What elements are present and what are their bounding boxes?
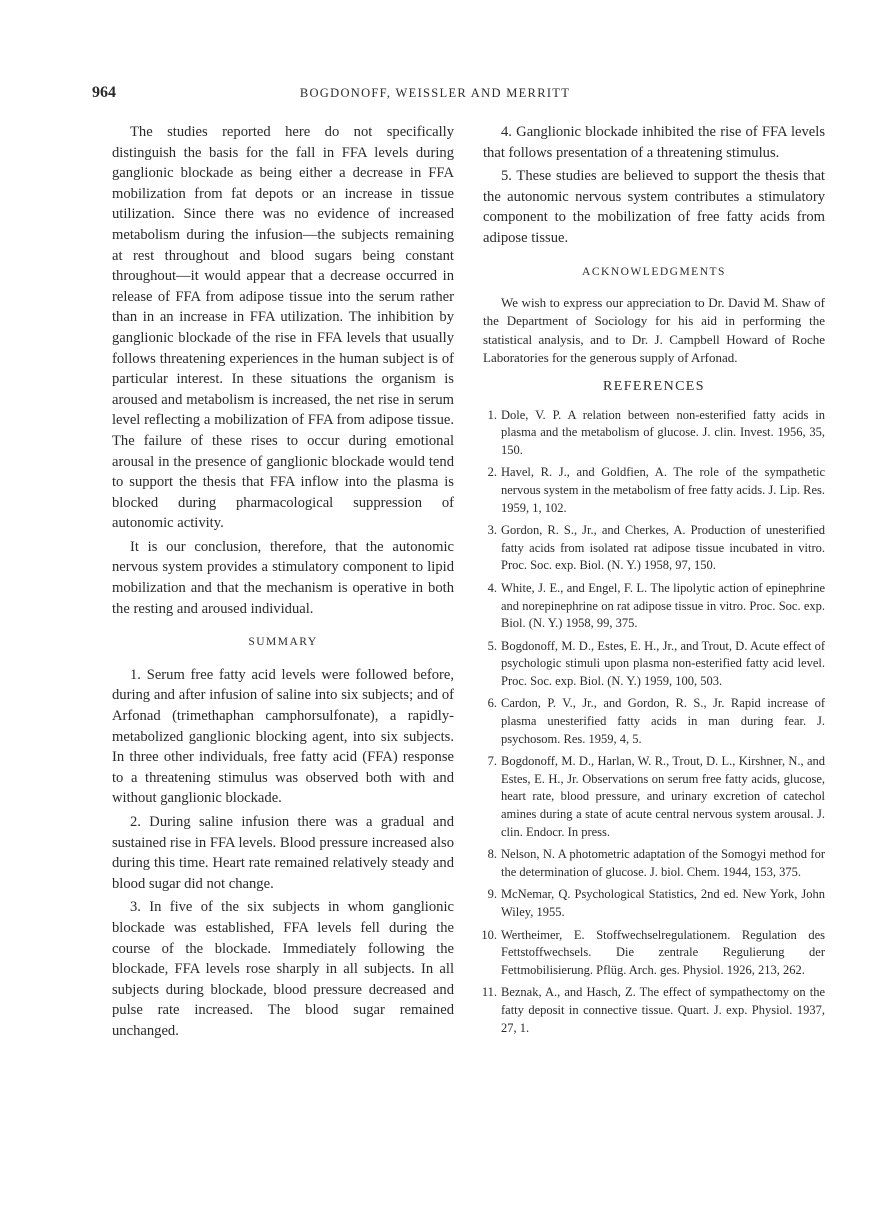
references-list: [483, 407, 825, 1038]
reference-text: White, J. E., and Engel, F. L. The lipolytic action of epinephrine and norepinephrine on rat adipose tissue in vitro. Proc. Soc. exp. Biol. (N. Y.) 1958, 99, 375.: [501, 580, 825, 631]
reference-number: 3 .: [473, 522, 497, 540]
reference-item: [483, 522, 825, 575]
acknowledgments-block: [483, 294, 825, 367]
running-head: BOGDONOFF, WEISSLER AND MERRITT: [299, 86, 571, 100]
summary-item-2: 2. During saline infusion there was a gradual and sustained rise in FFA levels. Blood pressure increased also during this time. Heart rate remained relatively steady and blood sugar did not change.: [112, 814, 454, 892]
reference-number: 2 .: [473, 464, 497, 482]
reference-text: Bogdonoff, M. D., Estes, E. H., Jr., and Trout, D. Acute effect of psychologic stimuli upon plasma non-esterified fatty acid level. Proc. Soc. exp. Biol. (N. Y.) 1959, 100, 503.: [501, 638, 825, 688]
reference-number: 6 .: [473, 695, 497, 713]
reference-item: [483, 580, 825, 633]
reference-text: Beznak, A., and Hasch, Z. The effect of sympathectomy on the fatty deposit in connective tissue. Quart. J. exp. Physiol. 1937, 27, 1.: [501, 985, 825, 1035]
reference-number: 4 .: [473, 580, 497, 598]
discussion-paragraph: The studies reported here do not specifically distinguish the basis for the fall in FFA levels during ganglionic blockade as being either a decrease in FFA mobilization from fat depots or an increase in tissue utilization. Since there was no evidence of increased metabolism during the infusion—the subjects remaining at rest throughout and blood sugars being constant throughout—it would appear that a decrease occurred in release of FFA from adipose tissue into the serum rather than in an increase in FFA utilization. The inhibition by ganglionic blockade of the rise in FFA levels that usually follows threatening experiences in the human subject is of particular interest. In these situations the organism is aroused and metabolism is increased, the net rise in serum level reflecting a mobilization of FFA from adipose tissue. The failure of these rises to occur during emotional arousal in the presence of ganglionic blockade would tend to support the thesis that FFA inflow into the plasma is blocked during pharmacological suppression of autonomic activity.: [112, 124, 454, 532]
reference-number: 5 .: [473, 638, 497, 656]
reference-text: Nelson, N. A photometric adaptation of the Somogyi method for the determination of glucose. J. biol. Chem. 1944, 153, 375.: [501, 847, 825, 879]
summary-heading: SUMMARY: [248, 636, 318, 649]
reference-item: [483, 464, 825, 517]
summary-item-3: 3. In five of the six subjects in whom ganglionic blockade was established, FFA levels fell during the course of the blockade. Immediately following the blockade, FFA levels rose sharply in all subjects. In all subjects during blockade, blood pressure decreased and pulse rate increased. The blood sugar remained unchanged.: [112, 899, 454, 1039]
summary-item-4: 4. Ganglionic blockade inhibited the rise of FFA levels that follows presentation of a threatening stimulus.: [483, 124, 825, 161]
reference-item: [483, 927, 825, 980]
left-column: [112, 122, 454, 1045]
references-heading: REFERENCES: [603, 378, 705, 394]
page-header: [92, 84, 778, 108]
reference-text: Havel, R. J., and Goldfien, A. The role of the sympathetic nervous system in the metabolism of free fatty acids. J. Lip. Res. 1959, 1, 102.: [501, 465, 825, 515]
reference-item: [483, 753, 825, 841]
acknowledgments-heading: ACKNOWLEDGMENTS: [582, 265, 726, 278]
acknowledgments-text: We wish to express our appreciation to Dr. David M. Shaw of the Department of Sociology for his aid in performing the statistical analysis, and to Dr. J. Campbell Howard of Roche Laboratories for the generous supply of Arfonad.: [483, 295, 825, 365]
reference-number: 9 .: [473, 886, 497, 904]
reference-item: [483, 886, 825, 921]
summary-item-5: 5. These studies are believed to support the thesis that the autonomic nervous system contributes a stimulatory component to the mobilization of free fatty acids from adipose tissue.: [483, 168, 825, 246]
conclusion-paragraph: It is our conclusion, therefore, that the autonomic nervous system provides a stimulatory component to lipid mobilization and that the mechanism is operative in both the resting and aroused individual.: [112, 538, 454, 617]
reference-number: 10 .: [473, 927, 497, 945]
reference-text: Wertheimer, E. Stoffwechselregulationem. Regulation des Fettstoffwechsels. Die zentrale Regulierung der Fettmobilisierung. Pflüg. Arch. ges. Physiol. 1926, 213, 262.: [501, 927, 825, 977]
summary-item-1: 1. Serum free fatty acid levels were followed before, during and after infusion of saline into six subjects; and of Arfonad (trimethaphan camphorsulfonate), a rapidly-metabolized ganglionic blocking agent, into six subjects. In three other individuals, free fatty acid (FFA) response to a threatening stimulus was observed both with and without ganglionic blockade.: [112, 666, 454, 807]
right-column: [483, 122, 825, 1042]
reference-text: Dole, V. P. A relation between non-esterified fatty acids in plasma and the metabolism of glucose. J. clin. Invest. 1956, 35, 150.: [501, 407, 825, 457]
reference-item: [483, 638, 825, 691]
reference-number: 8 .: [473, 846, 497, 864]
reference-text: Gordon, R. S., Jr., and Cherkes, A. Production of unesterified fatty acids from isolated rat adipose tissue incubated in vitro. Proc. Soc. exp. Biol. (N. Y.) 1958, 97, 150.: [501, 523, 825, 573]
reference-item: [483, 407, 825, 460]
reference-number: 11 .: [473, 984, 497, 1002]
reference-item: [483, 984, 825, 1037]
reference-item: [483, 695, 825, 748]
reference-item: [483, 846, 825, 881]
page-number: 964: [92, 84, 116, 101]
reference-text: Bogdonoff, M. D., Harlan, W. R., Trout, D. L., Kirshner, N., and Estes, E. H., Jr. Observations on serum free fatty acids, glucose, heart rate, blood pressure, and urinary excretion of catechol amines during a state of acute central nervous system arousal. J. clin. Endocr. In press.: [501, 754, 825, 839]
reference-text: McNemar, Q. Psychological Statistics, 2nd ed. New York, John Wiley, 1955.: [501, 887, 825, 919]
reference-text: Cardon, P. V., Jr., and Gordon, R. S., Jr. Rapid increase of plasma unesterified fatty acids in man during fear. J. psychosom. Res. 1959, 4, 5.: [501, 696, 825, 746]
reference-number: 7 .: [473, 753, 497, 771]
reference-number: 1 .: [473, 407, 497, 425]
